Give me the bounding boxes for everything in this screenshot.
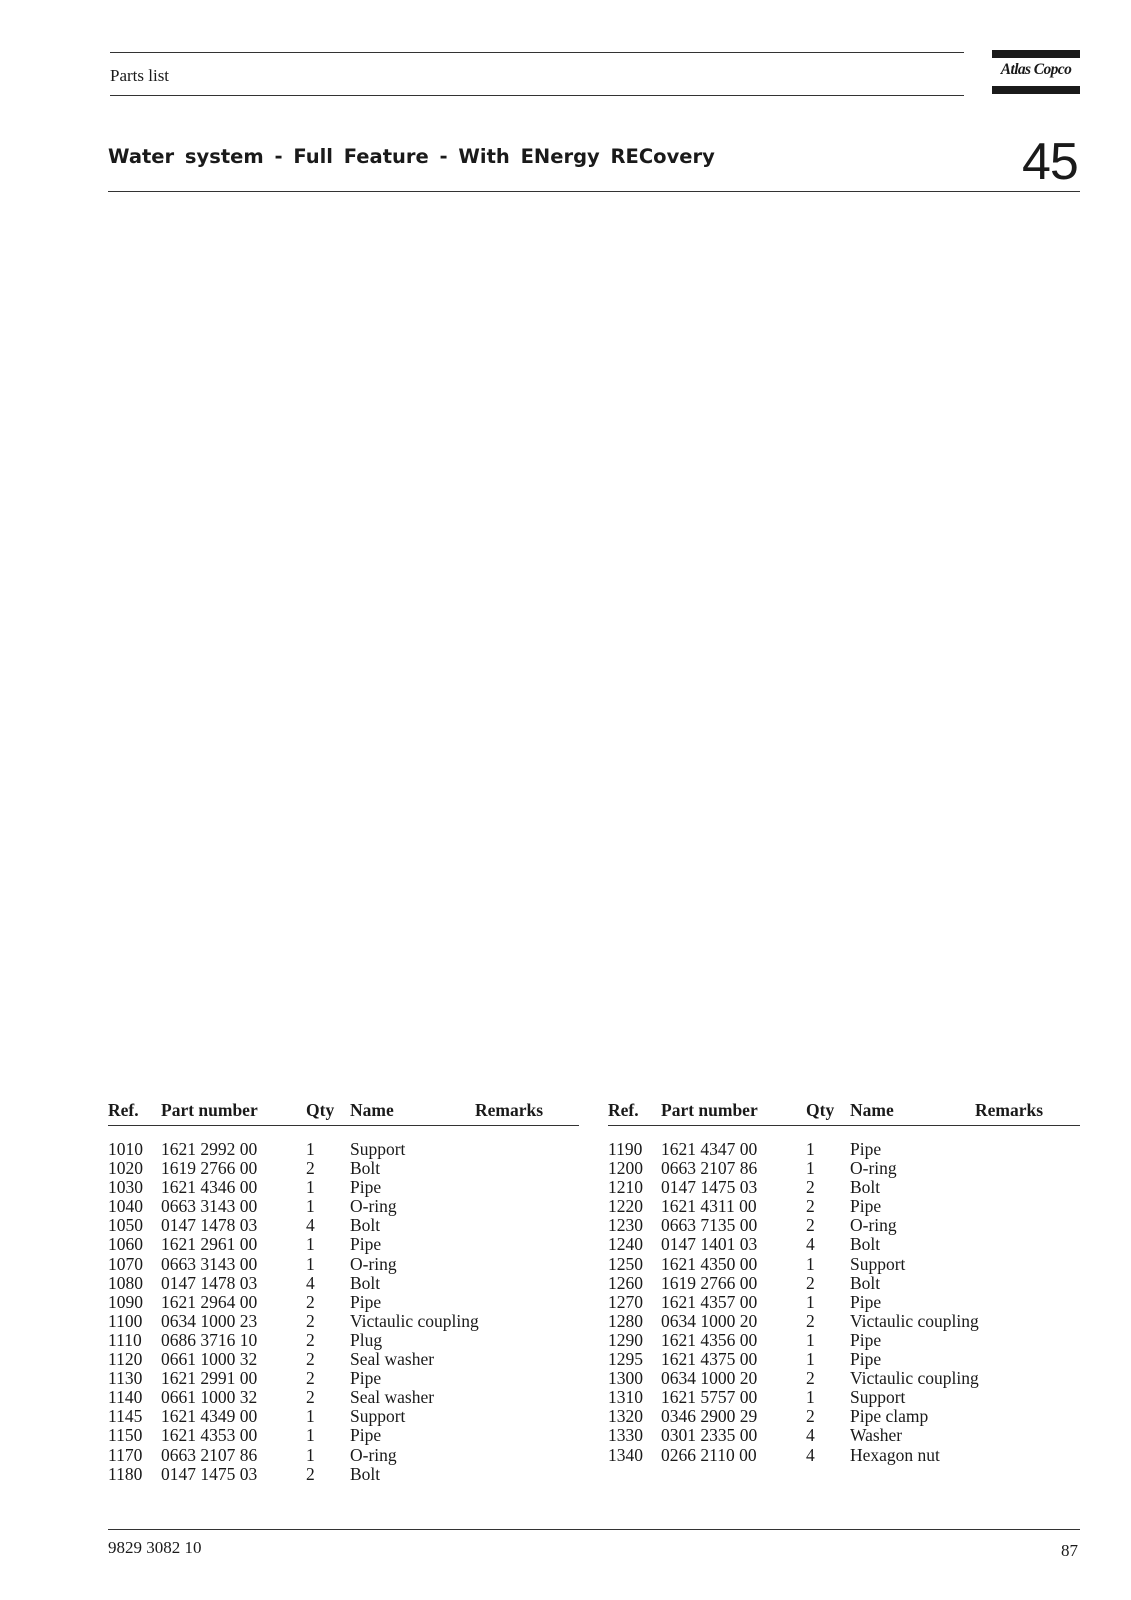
logo-text: Atlas Copco <box>1000 61 1072 78</box>
ref-cell: 1100 <box>108 1310 143 1331</box>
header-part-number: Part number <box>161 1100 258 1120</box>
atlas-copco-logo <box>992 50 1080 94</box>
part-number-cell: 0663 7135 00 <box>661 1215 758 1236</box>
qty-cell: 1 <box>306 1253 315 1274</box>
name-cell: Pipe clamp <box>850 1406 929 1427</box>
ref-cell: 1040 <box>108 1196 143 1217</box>
qty-cell: 2 <box>306 1463 315 1484</box>
header-part-number: Part number <box>661 1100 758 1120</box>
qty-cell: 2 <box>306 1291 315 1312</box>
ref-cell: 1200 <box>608 1158 643 1179</box>
name-cell: Pipe <box>850 1196 882 1217</box>
name-cell: Bolt <box>350 1215 381 1236</box>
name-cell: Bolt <box>850 1272 881 1293</box>
part-number-cell: 0661 1000 32 <box>161 1349 258 1370</box>
qty-cell: 2 <box>306 1158 315 1179</box>
part-number-cell: 1621 4349 00 <box>161 1406 258 1427</box>
qty-cell: 2 <box>306 1329 315 1350</box>
part-number-cell: 1621 4346 00 <box>161 1177 258 1198</box>
qty-cell: 1 <box>806 1329 815 1350</box>
ref-cell: 1110 <box>108 1329 142 1350</box>
header-name: Name <box>350 1100 394 1120</box>
header-qty: Qty <box>806 1100 835 1120</box>
qty-cell: 1 <box>306 1196 315 1217</box>
name-cell: Pipe <box>850 1139 882 1159</box>
name-cell: Support <box>850 1253 906 1274</box>
part-number-cell: 1621 4357 00 <box>661 1291 758 1312</box>
qty-cell: 4 <box>306 1272 315 1293</box>
qty-cell: 2 <box>806 1368 815 1389</box>
header-top-rule <box>110 52 964 53</box>
name-cell: Bolt <box>350 1272 381 1293</box>
name-cell: Pipe <box>350 1177 382 1198</box>
qty-cell: 1 <box>306 1444 315 1465</box>
ref-cell: 1340 <box>608 1444 643 1465</box>
qty-cell: 1 <box>306 1406 315 1427</box>
header-ref: Ref. <box>608 1100 639 1120</box>
qty-cell: 2 <box>306 1368 315 1389</box>
table-header-rule <box>108 1125 579 1126</box>
name-cell: Victaulic coupling <box>850 1368 979 1389</box>
ref-cell: 1070 <box>108 1253 143 1274</box>
ref-cell: 1210 <box>608 1177 643 1198</box>
name-cell: Support <box>350 1406 406 1427</box>
part-number-cell: 1621 4347 00 <box>661 1139 758 1159</box>
qty-cell: 4 <box>806 1444 815 1465</box>
ref-cell: 1020 <box>108 1158 143 1179</box>
qty-cell: 2 <box>306 1349 315 1370</box>
name-cell: Bolt <box>350 1158 381 1179</box>
qty-cell: 1 <box>806 1349 815 1370</box>
name-cell: Seal washer <box>350 1349 435 1370</box>
name-cell: Pipe <box>350 1368 382 1389</box>
name-cell: Support <box>350 1139 406 1159</box>
ref-cell: 1290 <box>608 1329 643 1350</box>
part-number-cell: 1621 4375 00 <box>661 1349 758 1370</box>
name-cell: Pipe <box>350 1234 382 1255</box>
part-number-cell: 1621 4311 00 <box>661 1196 757 1217</box>
qty-cell: 2 <box>806 1215 815 1236</box>
name-cell: Pipe <box>350 1291 382 1312</box>
page-title: Water system - Full Feature - With ENergy RECovery <box>108 145 715 168</box>
ref-cell: 1295 <box>608 1349 643 1370</box>
qty-cell: 2 <box>806 1406 815 1427</box>
ref-cell: 1240 <box>608 1234 643 1255</box>
header-remarks: Remarks <box>975 1100 1044 1120</box>
part-number-cell: 1621 2964 00 <box>161 1291 258 1312</box>
qty-cell: 1 <box>806 1387 815 1408</box>
ref-cell: 1145 <box>108 1406 143 1427</box>
ref-cell: 1180 <box>108 1463 143 1484</box>
part-number-cell: 0147 1478 03 <box>161 1272 258 1293</box>
part-number-cell: 0147 1475 03 <box>661 1177 758 1198</box>
qty-cell: 2 <box>806 1196 815 1217</box>
ref-cell: 1090 <box>108 1291 143 1312</box>
part-number-cell: 0301 2335 00 <box>661 1425 758 1446</box>
name-cell: Pipe <box>350 1425 382 1446</box>
part-number-cell: 0147 1478 03 <box>161 1215 258 1236</box>
section-number: 45 <box>1022 133 1078 191</box>
part-number-cell: 0346 2900 29 <box>661 1406 758 1427</box>
name-cell: O-ring <box>850 1158 897 1179</box>
part-number-cell: 1621 2961 00 <box>161 1234 258 1255</box>
ref-cell: 1320 <box>608 1406 643 1427</box>
header-label: Parts list <box>110 66 170 85</box>
ref-cell: 1140 <box>108 1387 143 1408</box>
name-cell: Bolt <box>850 1177 881 1198</box>
ref-cell: 1230 <box>608 1215 643 1236</box>
ref-cell: 1220 <box>608 1196 643 1217</box>
ref-cell: 1310 <box>608 1387 643 1408</box>
part-number-cell: 0147 1401 03 <box>661 1234 758 1255</box>
name-cell: Support <box>850 1387 906 1408</box>
qty-cell: 4 <box>806 1425 815 1446</box>
part-number-cell: 1621 2992 00 <box>161 1139 258 1159</box>
qty-cell: 1 <box>806 1253 815 1274</box>
name-cell: Victaulic coupling <box>350 1310 479 1331</box>
header-name: Name <box>850 1100 894 1120</box>
ref-cell: 1120 <box>108 1349 143 1370</box>
ref-cell: 1190 <box>608 1139 643 1159</box>
name-cell: Bolt <box>350 1463 381 1484</box>
ref-cell: 1030 <box>108 1177 143 1198</box>
qty-cell: 4 <box>806 1234 815 1255</box>
qty-cell: 2 <box>806 1272 815 1293</box>
header-qty: Qty <box>306 1100 335 1120</box>
table-header-rule <box>608 1125 1080 1126</box>
part-number-cell: 0663 3143 00 <box>161 1253 258 1274</box>
part-number-cell: 1621 4356 00 <box>661 1329 758 1350</box>
name-cell: Pipe <box>850 1329 882 1350</box>
part-number-cell: 0634 1000 20 <box>661 1310 758 1331</box>
part-number-cell: 0266 2110 00 <box>661 1444 757 1465</box>
qty-cell: 2 <box>306 1310 315 1331</box>
name-cell: O-ring <box>350 1253 397 1274</box>
qty-cell: 1 <box>306 1139 315 1159</box>
name-cell: O-ring <box>350 1196 397 1217</box>
name-cell: Hexagon nut <box>850 1444 940 1465</box>
ref-cell: 1300 <box>608 1368 643 1389</box>
footer-rule <box>108 1529 1080 1530</box>
name-cell: Seal washer <box>350 1387 435 1408</box>
part-number-cell: 0663 3143 00 <box>161 1196 258 1217</box>
ref-cell: 1330 <box>608 1425 643 1446</box>
ref-cell: 1250 <box>608 1253 643 1274</box>
part-number-cell: 0634 1000 20 <box>661 1368 758 1389</box>
qty-cell: 1 <box>306 1234 315 1255</box>
qty-cell: 2 <box>806 1310 815 1331</box>
qty-cell: 2 <box>806 1177 815 1198</box>
qty-cell: 1 <box>306 1425 315 1446</box>
header-ref: Ref. <box>108 1100 139 1120</box>
part-number-cell: 0147 1475 03 <box>161 1463 258 1484</box>
part-number-cell: 1621 4350 00 <box>661 1253 758 1274</box>
ref-cell: 1280 <box>608 1310 643 1331</box>
ref-cell: 1050 <box>108 1215 143 1236</box>
ref-cell: 1080 <box>108 1272 143 1293</box>
logo-bottom-bar <box>992 86 1080 94</box>
ref-cell: 1270 <box>608 1291 643 1312</box>
ref-cell: 1060 <box>108 1234 143 1255</box>
part-number-cell: 0663 2107 86 <box>161 1444 258 1465</box>
name-cell: Pipe <box>850 1291 882 1312</box>
part-number-cell: 1621 5757 00 <box>661 1387 758 1408</box>
name-cell: Victaulic coupling <box>850 1310 979 1331</box>
page-number: 87 <box>1061 1541 1078 1560</box>
name-cell: O-ring <box>850 1215 897 1236</box>
qty-cell: 1 <box>306 1177 315 1198</box>
qty-cell: 1 <box>806 1291 815 1312</box>
part-number-cell: 0663 2107 86 <box>661 1158 758 1179</box>
header-bottom-rule <box>110 95 964 96</box>
ref-cell: 1130 <box>108 1368 143 1389</box>
ref-cell: 1260 <box>608 1272 643 1293</box>
qty-cell: 1 <box>806 1139 815 1159</box>
ref-cell: 1170 <box>108 1444 143 1465</box>
logo-top-bar <box>992 50 1080 58</box>
name-cell: Pipe <box>850 1349 882 1370</box>
part-number-cell: 1621 4353 00 <box>161 1425 258 1446</box>
ref-cell: 1150 <box>108 1425 143 1446</box>
qty-cell: 4 <box>306 1215 315 1236</box>
qty-cell: 2 <box>306 1387 315 1408</box>
part-number-cell: 0661 1000 32 <box>161 1387 258 1408</box>
part-number-cell: 1619 2766 00 <box>661 1272 758 1293</box>
title-rule <box>108 191 1080 192</box>
name-cell: Bolt <box>850 1234 881 1255</box>
part-number-cell: 0686 3716 10 <box>161 1329 258 1350</box>
name-cell: O-ring <box>350 1444 397 1465</box>
part-number-cell: 1619 2766 00 <box>161 1158 258 1179</box>
document-number: 9829 3082 10 <box>108 1538 202 1557</box>
header-remarks: Remarks <box>475 1100 544 1120</box>
ref-cell: 1010 <box>108 1139 143 1159</box>
part-number-cell: 1621 2991 00 <box>161 1368 258 1389</box>
part-number-cell: 0634 1000 23 <box>161 1310 258 1331</box>
name-cell: Plug <box>350 1329 383 1350</box>
name-cell: Washer <box>850 1425 903 1446</box>
qty-cell: 1 <box>806 1158 815 1179</box>
